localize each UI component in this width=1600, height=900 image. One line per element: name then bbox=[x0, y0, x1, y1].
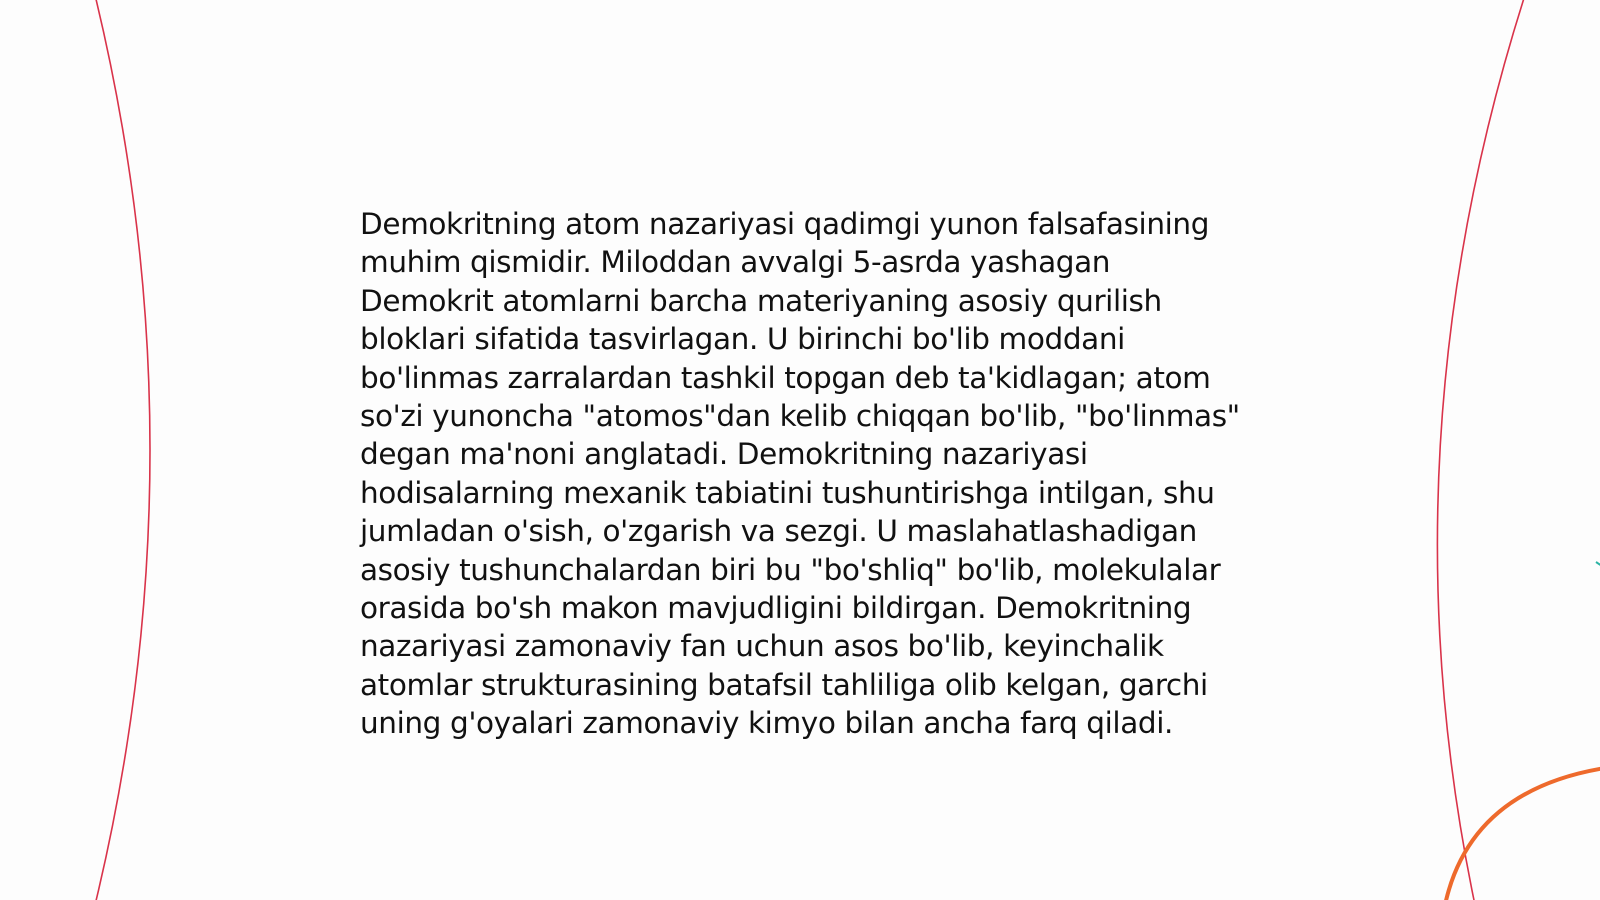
teal-accent-mark bbox=[1596, 562, 1600, 566]
orange-arc bbox=[1445, 768, 1600, 900]
left-arc-line bbox=[95, 0, 150, 900]
right-arc-line bbox=[1437, 0, 1525, 900]
body-paragraph: Demokritning atom nazariyasi qadimgi yunon falsafasining muhim qismidir. Miloddan avvalgi 5-asrda yashagan Demokrit atomlarni barcha materiyaning asosiy qurilish bloklari sifatida tasvirlagan. U birinchi bo'lib moddani bo'linmas zarralardan tashkil topgan deb ta'kidlagan; atom so'zi yunoncha "atomos"dan kelib chiqqan bo'lib, "bo'linmas" degan ma'noni anglatadi. Demokritning nazariyasi hodisalarning mexanik tabiatini tushuntirishga intilgan, shu jumladan o'sish, o'zgarish va sezgi. U maslahatlashadigan asosiy tushunchalardan biri bu "bo'shliq" bo'lib, molekulalar orasida bo'sh makon mavjudligini bildirgan. Demokritning nazariyasi zamonaviy fan uchun asos bo'lib, keyinchalik atomlar strukturasining batafsil tahliliga olib kelgan, garchi uning g'oyalari zamonaviy kimyo bilan ancha farq qiladi. bbox=[360, 207, 1240, 741]
